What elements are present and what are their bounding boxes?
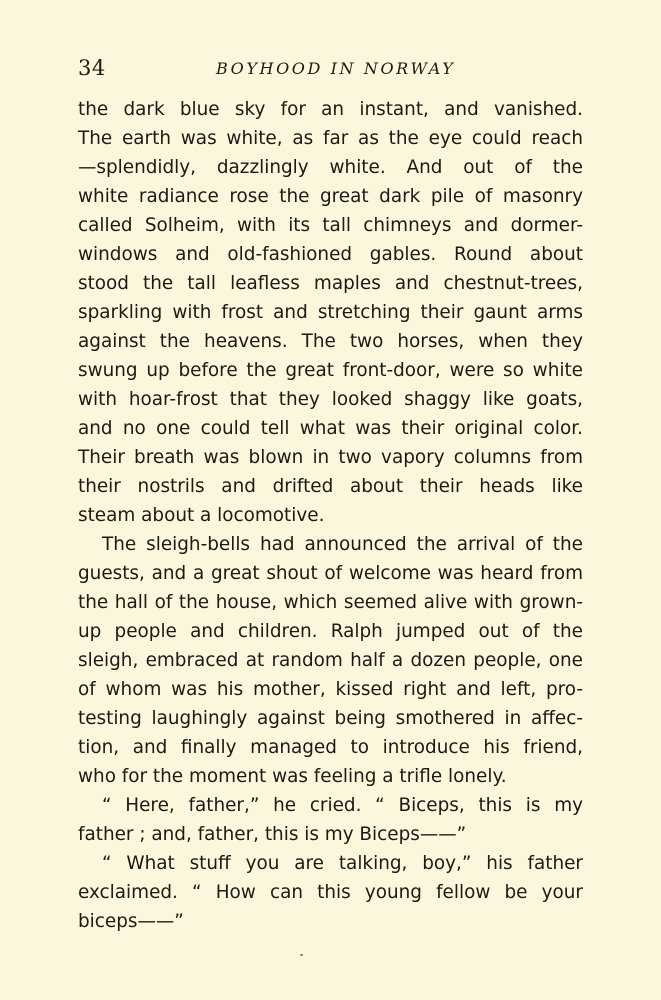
page-number: 34 xyxy=(78,56,106,80)
text-line: The sleigh-bells had announced the arrival of the xyxy=(102,534,583,555)
text-line: swung up before the great front-door, were so white xyxy=(78,360,583,381)
body-text xyxy=(78,95,583,936)
running-title: BOYHOOD IN NORWAY xyxy=(216,59,456,78)
text-line: stood the tall leafless maples and chestnut-trees, xyxy=(78,273,583,294)
text-line: father ; and, father, this is my Biceps——” xyxy=(78,824,467,845)
text-line: guests, and a great shout of welcome was heard from xyxy=(78,563,583,584)
paper-speck xyxy=(300,954,303,956)
text-line: the dark blue sky for an instant, and vanished. xyxy=(78,99,583,120)
text-line: sparkling with frost and stretching their gaunt arms xyxy=(78,302,583,323)
text-line: white radiance rose the great dark pile of masonry xyxy=(78,186,583,207)
text-line: and no one could tell what was their original color. xyxy=(78,418,583,439)
text-line: windows and old-fashioned gables. Round about xyxy=(78,244,583,265)
text-line: called Solheim, with its tall chimneys and dormer- xyxy=(78,215,583,236)
text-line: testing laughingly against being smothered in affec- xyxy=(78,708,583,729)
text-line: “ Here, father,” he cried. “ Biceps, this is my xyxy=(102,795,583,816)
page-header xyxy=(78,56,583,86)
text-line: —splendidly, dazzlingly white. And out of the xyxy=(78,157,583,178)
text-line: exclaimed. “ How can this young fellow be your xyxy=(78,882,583,903)
text-line: their nostrils and drifted about their heads like xyxy=(78,476,583,497)
text-line: tion, and finally managed to introduce his friend, xyxy=(78,737,583,758)
text-line: sleigh, embraced at random half a dozen people, one xyxy=(78,650,583,671)
text-line: the hall of the house, which seemed alive with grown- xyxy=(78,592,583,613)
text-line: who for the moment was feeling a trifle lonely. xyxy=(78,766,507,787)
text-line: Their breath was blown in two vapory columns from xyxy=(78,447,583,468)
text-line: of whom was his mother, kissed right and left, pro- xyxy=(78,679,583,700)
text-line: steam about a locomotive. xyxy=(78,505,325,526)
text-line: with hoar-frost that they looked shaggy like goats, xyxy=(78,389,583,410)
text-line: The earth was white, as far as the eye could reach xyxy=(78,128,583,149)
text-line: biceps——” xyxy=(78,911,184,932)
text-line: “ What stuff you are talking, boy,” his father xyxy=(102,853,583,874)
text-line: against the heavens. The two horses, when they xyxy=(78,331,583,352)
text-line: up people and children. Ralph jumped out of the xyxy=(78,621,583,642)
